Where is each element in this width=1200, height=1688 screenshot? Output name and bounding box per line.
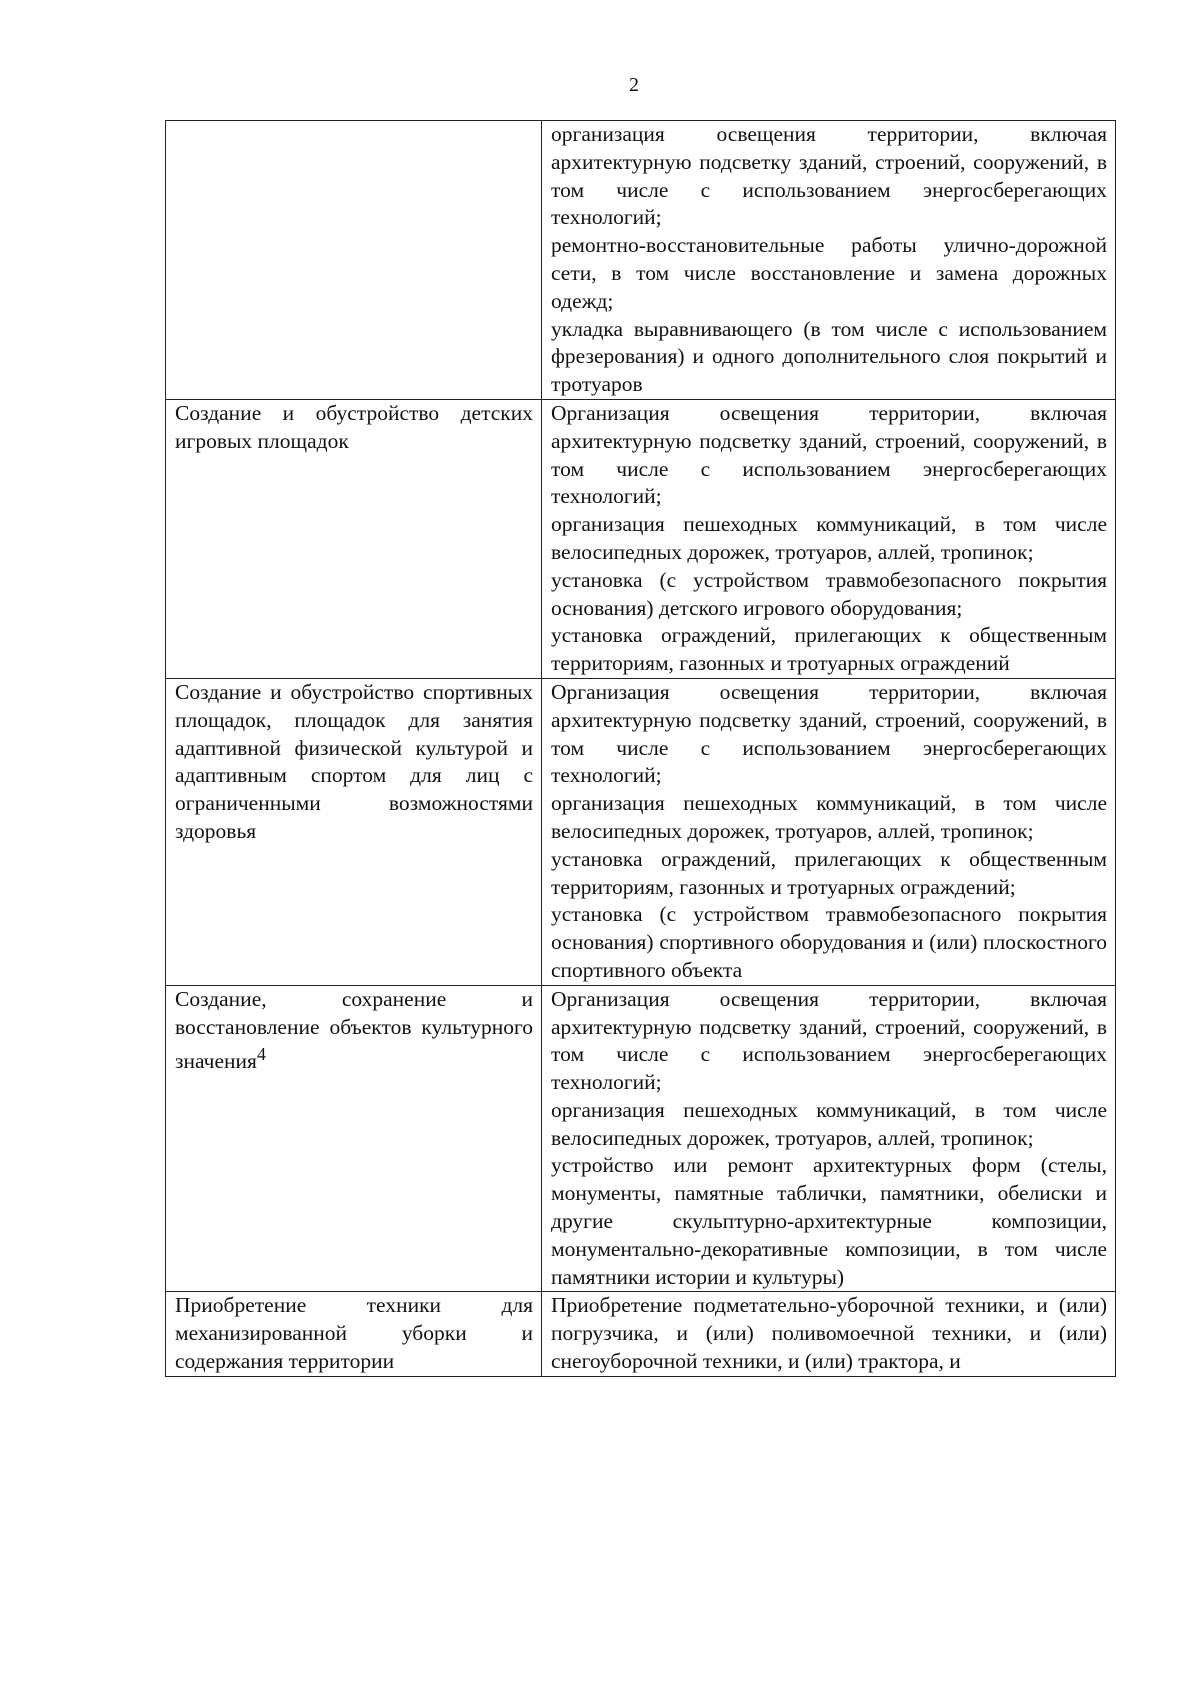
measures-table xyxy=(165,120,1116,1377)
table-cell-category: Приобретение техники для механизированной уборки и содержания территории xyxy=(166,1292,542,1376)
table-cell-category xyxy=(166,985,542,1292)
activity-item: установка ограждений, прилегающих к общественным территориям, газонных и тротуарных ограждений; xyxy=(551,846,1107,899)
table-cell-category: Создание и обустройство спортивных площадок, площадок для занятия адаптивной физической культурой и адаптивным спортом для лиц с ограниченными возможностями здоровья xyxy=(166,678,542,985)
table-row xyxy=(166,985,1116,1292)
activity-item: установка ограждений, прилегающих к общественным территориям, газонных и тротуарных ограждений xyxy=(551,623,1107,676)
activity-item: установка (с устройством травмобезопасного покрытия основания) спортивного оборудования и (или) плоскостного спортивного объекта xyxy=(551,902,1107,982)
table-cell-activities xyxy=(542,1292,1116,1376)
footnote-marker: 4 xyxy=(256,1044,266,1065)
activity-item: Организация освещения территории, включая архитектурную подсветку зданий, строений, сооружений, в том числе с использованием энергосберегающих технологий; xyxy=(551,400,1107,509)
table-row xyxy=(166,1292,1116,1376)
activity-item: организация пешеходных коммуникаций, в том числе велосипедных дорожек, тротуаров, аллей, тропинок; xyxy=(551,1097,1107,1150)
activity-item: устройство или ремонт архитектурных форм (стелы, монументы, памятные таблички, памятники, обелиски и другие скульптурно-архитектурные композиции, монументально-декоративные композиции, в том числе памятники истории и культуры) xyxy=(551,1153,1107,1289)
category-text: Создание, сохранение и восстановление объектов культурного значения xyxy=(175,986,533,1074)
page-number: 2 xyxy=(629,74,639,96)
activity-item: организация пешеходных коммуникаций, в том числе велосипедных дорожек, тротуаров, аллей, тропинок; xyxy=(551,791,1107,843)
table-cell-activities xyxy=(542,678,1116,985)
activity-item: укладка выравнивающего (в том числе с использованием фрезерования) и одного дополнительного слоя покрытий и тротуаров xyxy=(551,316,1107,397)
table-cell-category: Создание и обустройство детских игровых площадок xyxy=(166,399,542,678)
table-row xyxy=(166,678,1116,985)
activity-item: установка (с устройством травмобезопасного покрытия основания) детского игрового оборудования; xyxy=(551,567,1107,620)
table-row xyxy=(166,399,1116,678)
activity-item: организация освещения территории, включая архитектурную подсветку зданий, строений, сооружений, в том числе с использованием энергосберегающих технологий; xyxy=(551,122,1107,230)
activity-item: Приобретение подметательно-уборочной техники, и (или) погрузчика, и (или) поливомоечной техники, и (или) снегоуборочной техники, и (или) трактора, и xyxy=(551,1293,1107,1374)
table-cell-category xyxy=(166,121,542,400)
table-row xyxy=(166,121,1116,400)
table-cell-activities xyxy=(542,985,1116,1292)
table-cell-activities xyxy=(542,121,1116,400)
activity-item: организация пешеходных коммуникаций, в том числе велосипедных дорожек, тротуаров, аллей, тропинок; xyxy=(551,512,1107,564)
activity-item: ремонтно-восстановительные работы улично-дорожной сети, в том числе восстановление и замена дорожных одежд; xyxy=(551,233,1107,313)
activity-item: Организация освещения территории, включая архитектурную подсветку зданий, строений, сооружений, в том числе с использованием энергосберегающих технологий; xyxy=(551,679,1107,788)
activity-item: Организация освещения территории, включая архитектурную подсветку зданий, строений, сооружений, в том числе с использованием энергосберегающих технологий; xyxy=(551,986,1107,1095)
table-cell-activities xyxy=(542,399,1116,678)
